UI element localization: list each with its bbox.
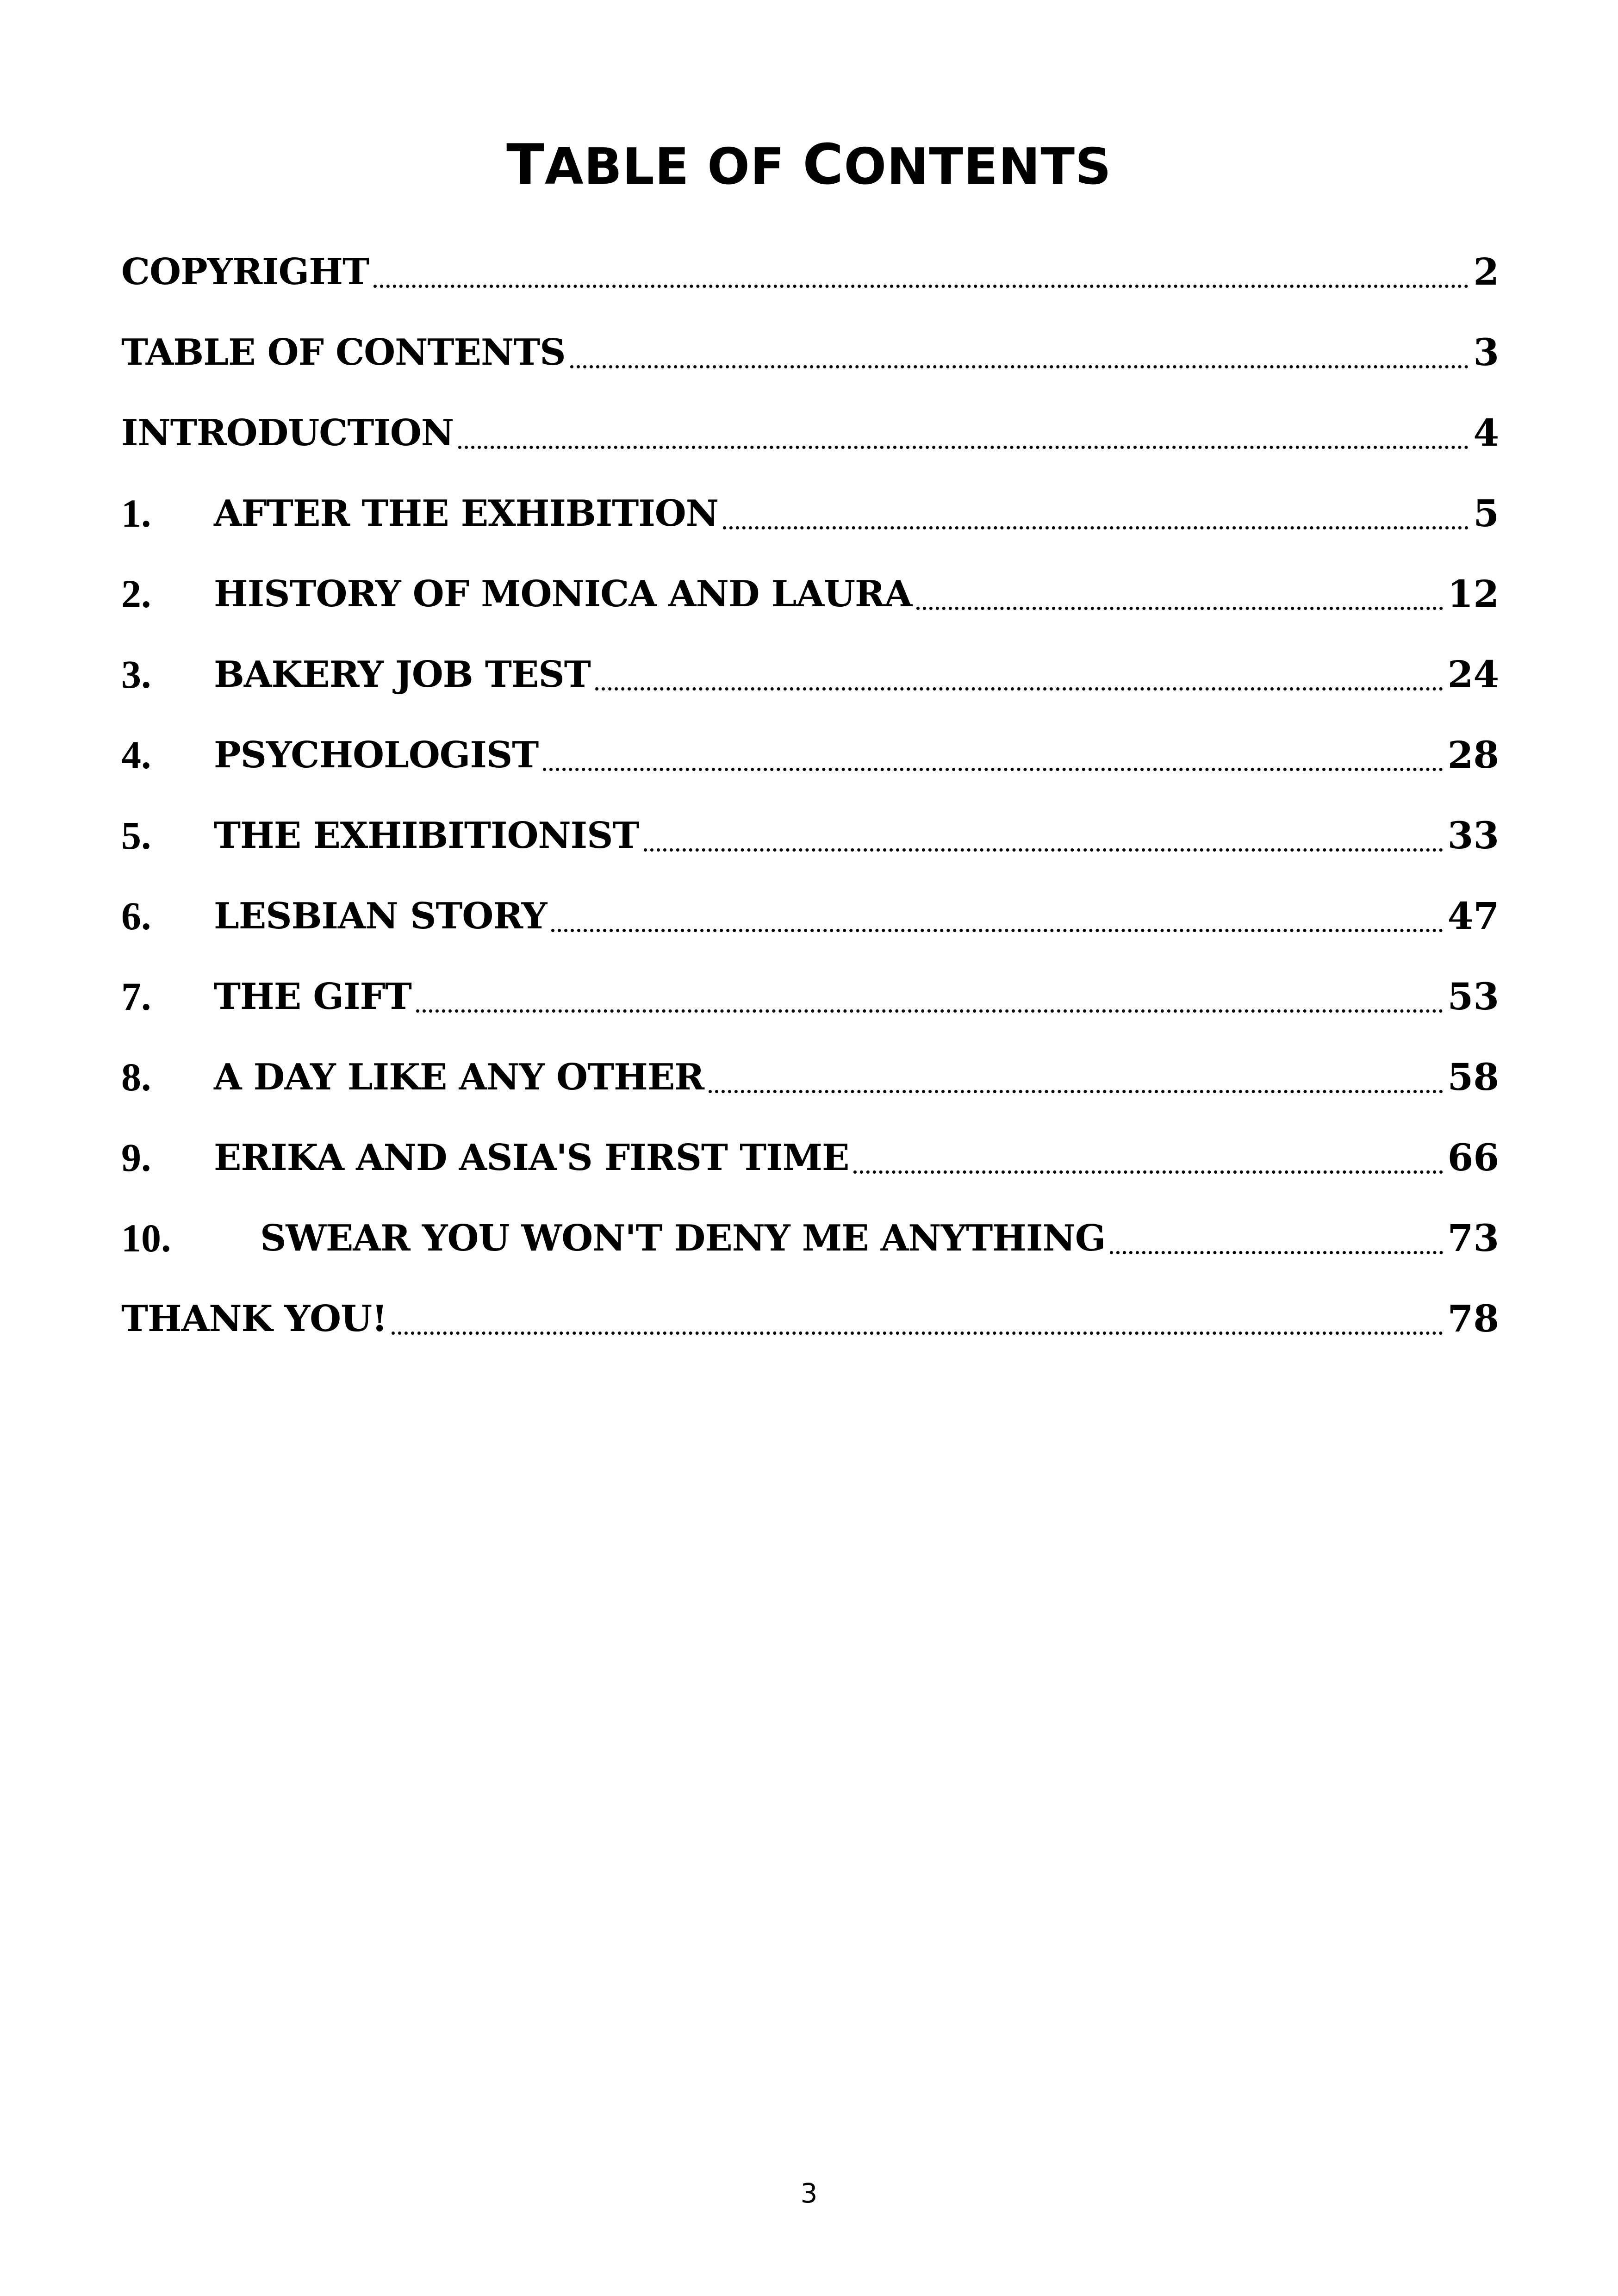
toc-entry-page: 4 <box>1473 411 1499 454</box>
toc-entry-number: 7. <box>121 974 151 1019</box>
toc-entry-label: AFTER THE EXHIBITION <box>214 492 719 535</box>
dot-leader <box>458 418 1469 449</box>
dot-leader <box>595 660 1443 691</box>
dot-leader <box>373 257 1469 288</box>
toc-entry-number: 2. <box>121 572 151 616</box>
dot-leader <box>543 740 1443 771</box>
toc-entry-page: 66 <box>1447 1136 1499 1179</box>
toc-entry-thank-you[interactable] <box>121 1278 1499 1359</box>
toc-entry-label: LESBIAN STORY <box>214 895 547 937</box>
toc-entry-number: 1. <box>121 491 151 535</box>
toc-entry-table-of-contents[interactable] <box>121 312 1499 392</box>
toc-entry-number: 6. <box>121 894 151 938</box>
toc-entry-page: 58 <box>1447 1055 1499 1099</box>
toc-entry-label: A DAY LIKE ANY OTHER <box>214 1056 704 1098</box>
toc-entry-label: BAKERY JOB TEST <box>214 653 591 696</box>
toc-entry-chapter-5[interactable] <box>121 795 1499 876</box>
page-number: 3 <box>800 2178 818 2209</box>
title-rest-ontents: ONTENTS <box>844 138 1112 196</box>
title-initial-t: T <box>506 133 545 198</box>
toc-entry-page: 33 <box>1447 814 1499 857</box>
toc-entry-page: 53 <box>1447 975 1499 1018</box>
toc-entry-number: 4. <box>121 733 151 777</box>
toc-entry-chapter-8[interactable] <box>121 1037 1499 1117</box>
toc-entry-label: COPYRIGHT <box>121 250 369 293</box>
toc-entry-chapter-4[interactable] <box>121 715 1499 795</box>
toc-entry-chapter-7[interactable] <box>121 956 1499 1037</box>
toc-entry-chapter-2[interactable] <box>121 554 1499 634</box>
toc-entry-page: 78 <box>1447 1297 1499 1340</box>
toc-entry-page: 73 <box>1447 1216 1499 1260</box>
page-title <box>0 131 1618 202</box>
dot-leader <box>551 901 1443 932</box>
toc-entry-label: PSYCHOLOGIST <box>214 734 539 776</box>
toc-entry-chapter-6[interactable] <box>121 876 1499 956</box>
dot-leader <box>916 579 1443 610</box>
dot-leader <box>392 1304 1443 1335</box>
dot-leader <box>1110 1223 1443 1254</box>
toc-entry-number: 5. <box>121 813 151 858</box>
toc-entry-chapter-10[interactable] <box>121 1198 1499 1278</box>
title-initial-c: C <box>803 133 844 198</box>
dot-leader <box>416 982 1443 1013</box>
toc-entry-number: 10. <box>121 1216 171 1260</box>
toc-entry-number: 3. <box>121 652 151 697</box>
dot-leader <box>644 821 1443 852</box>
toc-entry-number: 9. <box>121 1135 151 1180</box>
toc-entry-chapter-1[interactable] <box>121 473 1499 554</box>
toc-entry-label: SWEAR YOU WON'T DENY ME ANYTHING <box>260 1217 1106 1259</box>
table-of-contents-list <box>121 231 1499 1359</box>
toc-entry-page: 47 <box>1447 894 1499 938</box>
toc-entry-page: 24 <box>1447 653 1499 696</box>
toc-entry-introduction[interactable] <box>121 392 1499 473</box>
toc-entry-page: 5 <box>1473 492 1499 535</box>
toc-entry-page: 2 <box>1473 250 1499 293</box>
dot-leader <box>723 498 1469 529</box>
toc-entry-label: ERIKA AND ASIA'S FIRST TIME <box>214 1136 849 1179</box>
toc-entry-page: 28 <box>1447 733 1499 777</box>
toc-entry-label: THANK YOU! <box>121 1297 387 1340</box>
toc-entry-chapter-3[interactable] <box>121 634 1499 715</box>
toc-entry-copyright[interactable] <box>121 231 1499 312</box>
toc-entry-label: TABLE OF CONTENTS <box>121 331 566 373</box>
toc-entry-label: HISTORY OF MONICA AND LAURA <box>214 572 912 615</box>
toc-entry-chapter-9[interactable] <box>121 1117 1499 1198</box>
toc-entry-page: 3 <box>1473 330 1499 374</box>
dot-leader <box>709 1062 1443 1093</box>
toc-entry-label: THE EXHIBITIONIST <box>214 814 639 857</box>
toc-entry-number: 8. <box>121 1055 151 1099</box>
dot-leader <box>853 1143 1443 1174</box>
title-rest-able-of: ABLE OF <box>545 138 803 196</box>
toc-entry-label: INTRODUCTION <box>121 411 454 454</box>
dot-leader <box>570 337 1469 368</box>
toc-entry-page: 12 <box>1447 572 1499 616</box>
toc-entry-label: THE GIFT <box>214 975 411 1018</box>
